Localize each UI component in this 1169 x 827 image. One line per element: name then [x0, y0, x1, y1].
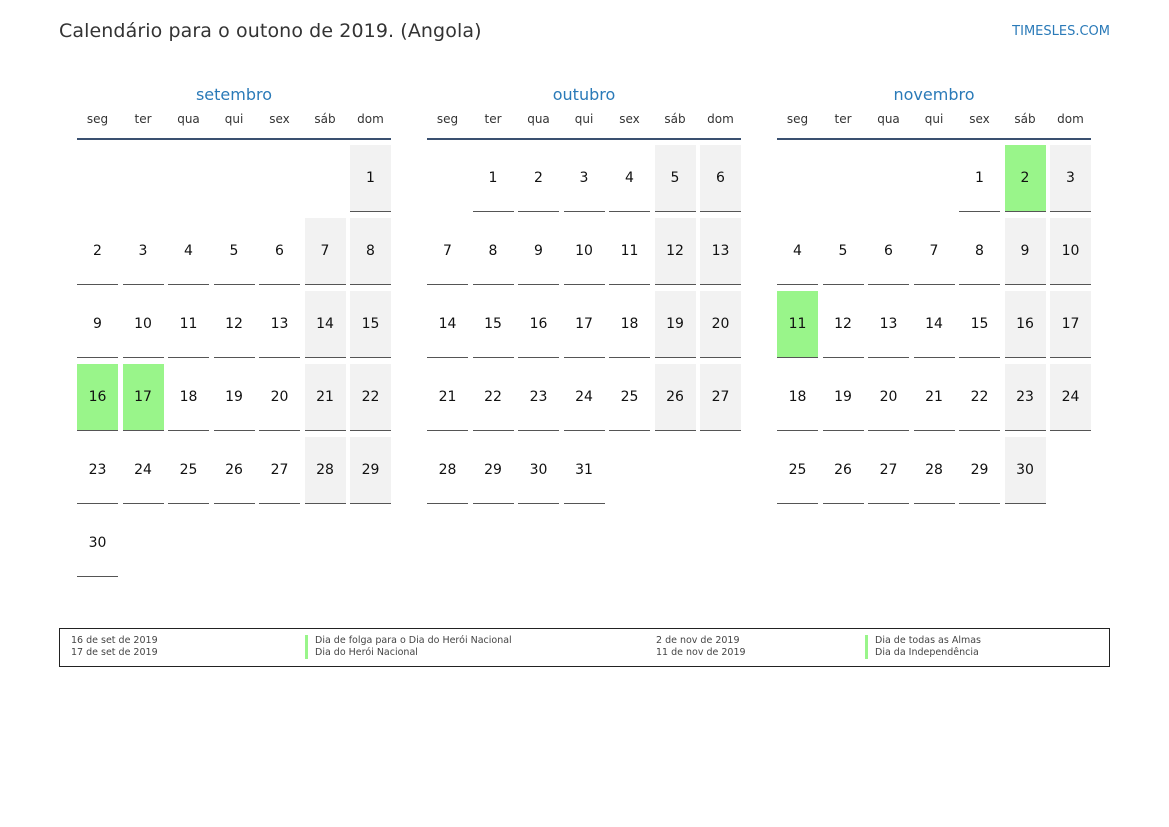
- month-name: outubro: [552, 85, 616, 104]
- day-cell-weekend: 3: [1050, 145, 1091, 212]
- legend-dates-left: [71, 635, 158, 659]
- day-cell: 24: [564, 364, 605, 431]
- day-cell-weekend: 10: [1050, 218, 1091, 285]
- day-cell: 10: [564, 218, 605, 285]
- legend-date: 2 de nov de 2019: [656, 635, 740, 646]
- day-cell: 9: [518, 218, 559, 285]
- day-cell: 3: [123, 218, 164, 285]
- weekday-label: sáb: [664, 112, 686, 126]
- day-cell: 15: [473, 291, 514, 358]
- day-cell-weekend: 1: [350, 145, 391, 212]
- day-cell-weekend: 6: [700, 145, 741, 212]
- day-cell: 17: [564, 291, 605, 358]
- legend-date: 17 de set de 2019: [71, 647, 158, 658]
- day-cell: 13: [259, 291, 300, 358]
- legend-names-right: [865, 635, 981, 659]
- day-cell-weekend: 14: [305, 291, 346, 358]
- page-title: Calendário para o outono de 2019. (Angola): [59, 20, 482, 42]
- day-cell-weekend: 26: [655, 364, 696, 431]
- holiday-legend: [59, 628, 1110, 667]
- day-cell: 30: [77, 510, 118, 577]
- month-name: novembro: [893, 85, 975, 104]
- weekday-label: dom: [707, 112, 734, 126]
- weekday-label: qua: [177, 112, 200, 126]
- day-cell-weekend: 29: [350, 437, 391, 504]
- legend-holiday-name: Dia da Independência: [865, 647, 981, 659]
- day-cell-weekend: 15: [350, 291, 391, 358]
- month-name: setembro: [195, 85, 273, 104]
- day-cell: 18: [777, 364, 818, 431]
- day-cell-weekend: 24: [1050, 364, 1091, 431]
- day-cell-weekend: 8: [350, 218, 391, 285]
- month-calendar-november: [777, 84, 1091, 478]
- day-cell-weekend: 16: [1005, 291, 1046, 358]
- day-cell-weekend: 30: [1005, 437, 1046, 504]
- day-cell: 7: [427, 218, 468, 285]
- day-cell: 18: [609, 291, 650, 358]
- day-cell: 26: [214, 437, 255, 504]
- day-cell: 14: [427, 291, 468, 358]
- day-cell-holiday: 11: [777, 291, 818, 358]
- weekday-label: ter: [134, 112, 152, 126]
- day-cell: 2: [518, 145, 559, 212]
- day-cell: 7: [914, 218, 955, 285]
- day-cell: 15: [959, 291, 1000, 358]
- weekday-label: qua: [527, 112, 550, 126]
- site-link[interactable]: TIMESLES.COM: [1012, 24, 1110, 39]
- day-cell: 22: [959, 364, 1000, 431]
- day-cell: 4: [777, 218, 818, 285]
- day-cell: 10: [123, 291, 164, 358]
- day-cell: 8: [959, 218, 1000, 285]
- day-cell: 6: [259, 218, 300, 285]
- day-cell: 30: [518, 437, 559, 504]
- day-cell-weekend: 20: [700, 291, 741, 358]
- weekday-label: sáb: [1014, 112, 1036, 126]
- day-cell: 16: [518, 291, 559, 358]
- weekday-label: qui: [574, 112, 594, 126]
- day-cell: 22: [473, 364, 514, 431]
- day-cell: 8: [473, 218, 514, 285]
- weekday-label: qui: [224, 112, 244, 126]
- weekday-label: sex: [619, 112, 640, 126]
- weekday-label: qui: [924, 112, 944, 126]
- weekday-label: sex: [269, 112, 290, 126]
- day-cell: 3: [564, 145, 605, 212]
- day-cell: 13: [868, 291, 909, 358]
- day-cell-weekend: 21: [305, 364, 346, 431]
- day-cell-weekend: 17: [1050, 291, 1091, 358]
- weekday-label: ter: [484, 112, 502, 126]
- day-cell: 23: [77, 437, 118, 504]
- month-calendar-september: [77, 84, 391, 551]
- day-cell: 11: [168, 291, 209, 358]
- day-cell-weekend: 12: [655, 218, 696, 285]
- day-cell: 21: [914, 364, 955, 431]
- day-cell-weekend: 22: [350, 364, 391, 431]
- weekday-label: dom: [357, 112, 384, 126]
- day-cell: 19: [214, 364, 255, 431]
- weekday-header: [427, 112, 741, 140]
- day-cell: 4: [168, 218, 209, 285]
- day-cell-weekend: 28: [305, 437, 346, 504]
- day-cell-weekend: 27: [700, 364, 741, 431]
- weekday-label: ter: [834, 112, 852, 126]
- day-cell: 21: [427, 364, 468, 431]
- day-cell: 2: [77, 218, 118, 285]
- day-cell-weekend: 7: [305, 218, 346, 285]
- legend-date: 16 de set de 2019: [71, 635, 158, 646]
- day-cell: 25: [168, 437, 209, 504]
- day-cell-weekend: 13: [700, 218, 741, 285]
- day-cell: 29: [473, 437, 514, 504]
- weekday-label: sáb: [314, 112, 336, 126]
- day-cell: 25: [777, 437, 818, 504]
- day-cell-holiday: 16: [77, 364, 118, 431]
- weekday-header: [777, 112, 1091, 140]
- legend-dates-right: [656, 635, 746, 659]
- day-cell: 27: [868, 437, 909, 504]
- month-calendar-october: [427, 84, 741, 478]
- weekday-label: seg: [786, 112, 809, 126]
- day-cell: 14: [914, 291, 955, 358]
- day-cell: 5: [214, 218, 255, 285]
- day-cell: 18: [168, 364, 209, 431]
- day-cell: 28: [427, 437, 468, 504]
- weekday-label: seg: [436, 112, 459, 126]
- weekday-label: seg: [86, 112, 109, 126]
- legend-names-left: [305, 635, 512, 659]
- day-cell: 27: [259, 437, 300, 504]
- day-cell: 1: [959, 145, 1000, 212]
- day-cell-weekend: 5: [655, 145, 696, 212]
- legend-holiday-name: Dia do Herói Nacional: [305, 647, 512, 659]
- day-cell-weekend: 9: [1005, 218, 1046, 285]
- day-cell: 19: [823, 364, 864, 431]
- day-cell-weekend: 23: [1005, 364, 1046, 431]
- day-cell: 1: [473, 145, 514, 212]
- day-cell: 29: [959, 437, 1000, 504]
- day-cell: 25: [609, 364, 650, 431]
- day-cell: 4: [609, 145, 650, 212]
- day-cell: 9: [77, 291, 118, 358]
- day-cell: 5: [823, 218, 864, 285]
- day-cell: 11: [609, 218, 650, 285]
- legend-holiday-name: Dia de folga para o Dia do Herói Nacional: [305, 635, 512, 647]
- legend-date: 11 de nov de 2019: [656, 647, 746, 658]
- day-cell: 24: [123, 437, 164, 504]
- day-cell: 31: [564, 437, 605, 504]
- day-cell: 20: [259, 364, 300, 431]
- day-cell-weekend: 19: [655, 291, 696, 358]
- day-cell: 20: [868, 364, 909, 431]
- legend-holiday-name: Dia de todas as Almas: [865, 635, 981, 647]
- day-cell: 28: [914, 437, 955, 504]
- day-cell: 23: [518, 364, 559, 431]
- day-cell: 26: [823, 437, 864, 504]
- weekday-header: [77, 112, 391, 140]
- weekday-label: qua: [877, 112, 900, 126]
- day-cell: 12: [823, 291, 864, 358]
- day-cell: 6: [868, 218, 909, 285]
- day-cell: 12: [214, 291, 255, 358]
- day-cell-holiday: 2: [1005, 145, 1046, 212]
- day-cell-holiday: 17: [123, 364, 164, 431]
- weekday-label: sex: [969, 112, 990, 126]
- weekday-label: dom: [1057, 112, 1084, 126]
